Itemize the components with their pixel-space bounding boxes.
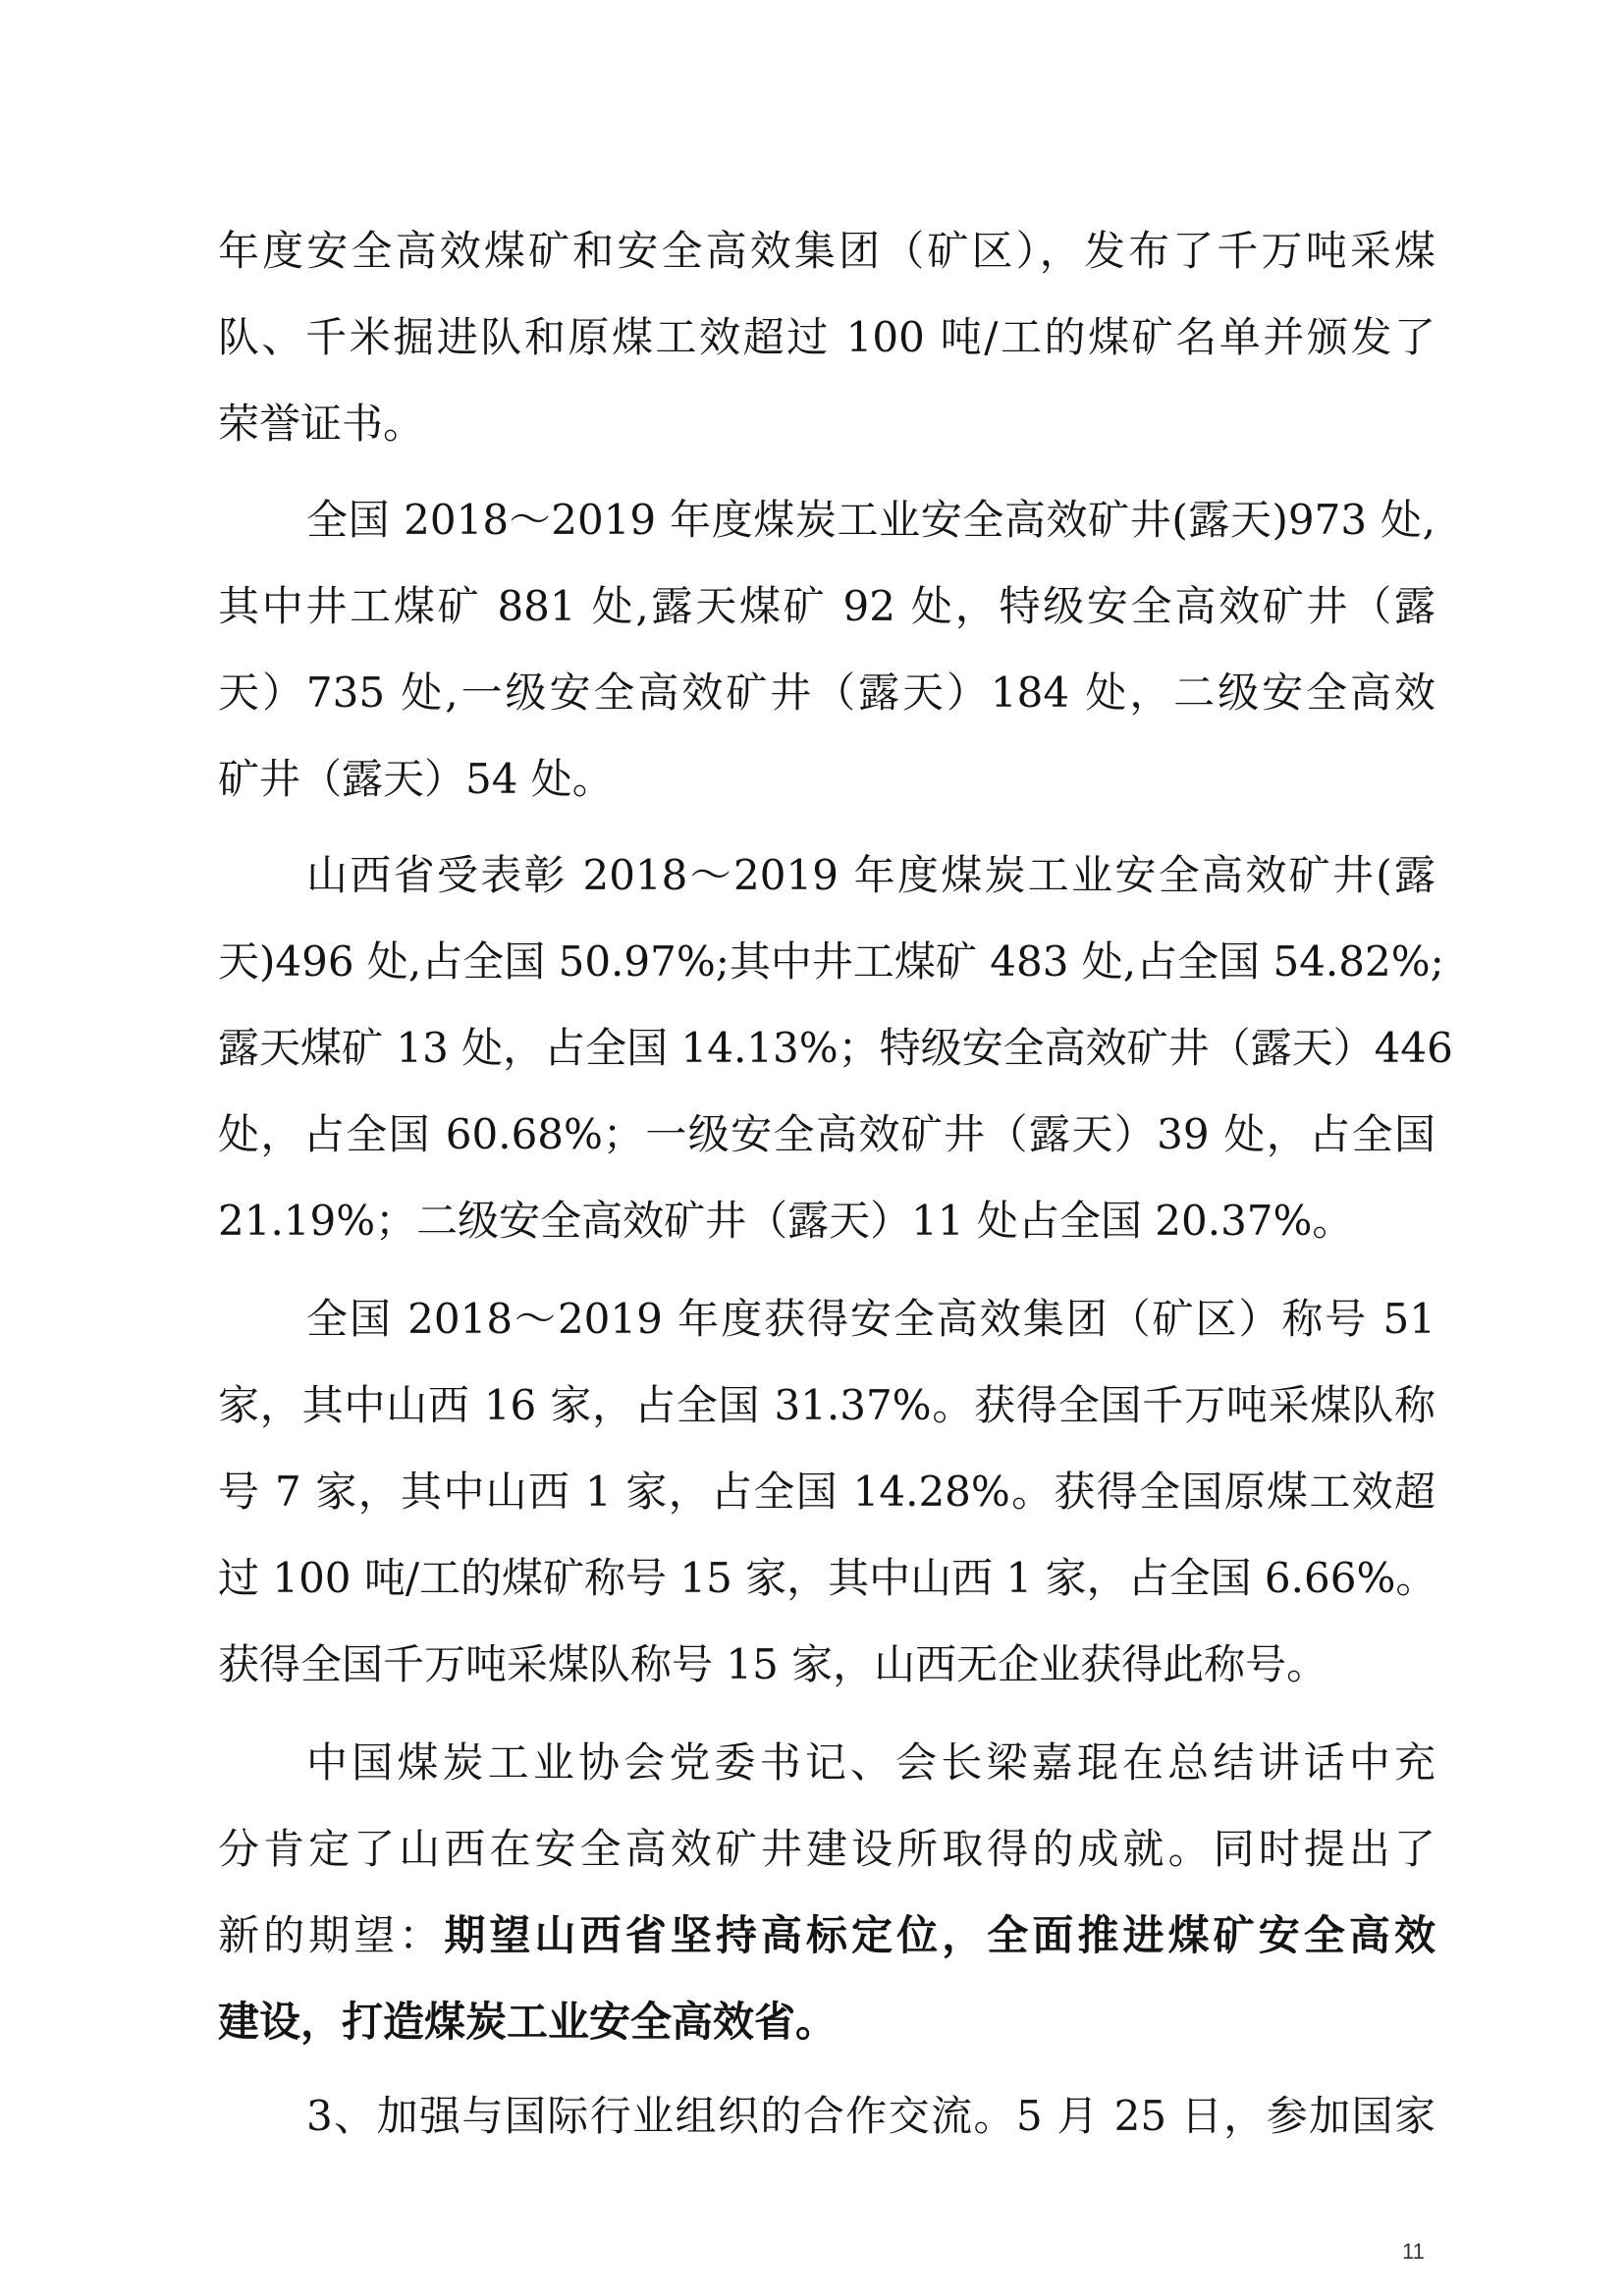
body-text-line: 过 100 吨/工的煤矿称号 15 家，其中山西 1 家，占全国 6.66%。	[218, 1554, 1437, 1602]
body-text-segment: 新的期望：	[218, 1911, 445, 1959]
body-text-line: 露天煤矿 13 处，占全国 14.13%；特级安全高效矿井（露天）446	[218, 1024, 1453, 1072]
body-text-line: 全国 2018～2019 年度煤炭工业安全高效矿井(露天)973 处,	[306, 496, 1435, 544]
section-item-line: 3、加强与国际行业组织的合作交流。5 月 25 日，参加国家	[306, 2092, 1435, 2140]
body-text-line: 天)496 处,占全国 50.97%;其中井工煤矿 483 处,占全国 54.82%;	[218, 937, 1444, 986]
body-text-line: 处，占全国 60.68%；一级安全高效矿井（露天）39 处，占全国	[218, 1110, 1435, 1158]
body-text-line: 年度安全高效煤矿和安全高效集团（矿区），发布了千万吨采煤	[218, 227, 1435, 275]
body-text-line: 家，其中山西 16 家，占全国 31.37%。获得全国千万吨采煤队称	[218, 1381, 1435, 1429]
body-text-line: 号 7 家，其中山西 1 家，占全国 14.28%。获得全国原煤工效超	[218, 1468, 1435, 1516]
body-text-line: 中国煤炭工业协会党委书记、会长梁嘉琨在总结讲话中充	[306, 1738, 1435, 1787]
body-text-line: 天）735 处,一级安全高效矿井（露天）184 处，二级安全高效	[218, 668, 1435, 717]
body-text-line: 山西省受表彰 2018～2019 年度煤炭工业安全高效矿井(露	[306, 851, 1435, 899]
emphasis-text: 期望山西省坚持高标定位，全面推进煤矿安全高效	[444, 1911, 1435, 1959]
page-number: 11	[1402, 2239, 1425, 2264]
body-text-line-mixed	[218, 1906, 1435, 1965]
emphasis-text-line: 建设，打造煤炭工业安全高效省。	[218, 1998, 838, 2046]
body-text-line: 全国 2018～2019 年度获得安全高效集团（矿区）称号 51	[306, 1295, 1435, 1343]
body-text-line: 其中井工煤矿 881 处,露天煤矿 92 处，特级安全高效矿井（露	[218, 582, 1435, 630]
body-text-line: 获得全国千万吨采煤队称号 15 家，山西无企业获得此称号。	[218, 1640, 1328, 1688]
body-text-line: 矿井（露天）54 处。	[218, 755, 614, 803]
body-text-line: 21.19%；二级安全高效矿井（露天）11 处占全国 20.37%。	[218, 1197, 1354, 1245]
body-text-line: 队、千米掘进队和原煤工效超过 100 吨/工的煤矿名单并颁发了	[218, 313, 1435, 361]
body-text-line: 荣誉证书。	[218, 400, 425, 448]
body-text-line: 分肯定了山西在安全高效矿井建设所取得的成就。同时提出了	[218, 1825, 1435, 1873]
